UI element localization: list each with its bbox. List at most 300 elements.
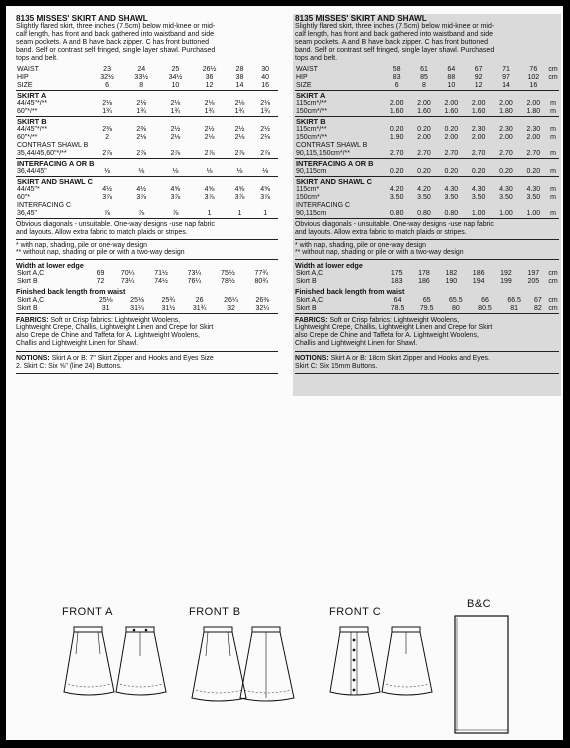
table-cell [252, 202, 278, 210]
table-cell: 73¼ [187, 270, 202, 278]
table-cell: 73¼ [120, 278, 135, 286]
imperial-yardage-chart [16, 14, 278, 374]
table-cell: 16 [520, 82, 547, 91]
notions-label: NOTIONS: [16, 354, 50, 362]
table-cell: 178 [418, 270, 430, 278]
table-cell: 2⅞ [252, 150, 278, 159]
section-heading-row [16, 91, 278, 101]
table-cell: 31¼ [121, 305, 152, 314]
table-row [16, 202, 278, 210]
table-row [16, 66, 278, 74]
table-cell: 83 [392, 74, 401, 81]
unit-cell: cm [548, 66, 558, 73]
table-cell: 72 [96, 278, 105, 286]
table-row [295, 297, 559, 305]
table-cell: 25 [171, 66, 180, 73]
section-heading-row [295, 177, 559, 187]
table-row [16, 82, 278, 91]
table-cell: 197 [527, 270, 540, 278]
table-cell [520, 202, 547, 210]
table-row [16, 186, 278, 194]
table-cell: 74½ [154, 278, 168, 286]
table-cell [438, 202, 465, 210]
section-heading: SKIRT A [17, 91, 47, 100]
table-cell: 88 [447, 74, 456, 81]
table-cell: 2⅛ [170, 134, 181, 141]
row-label: HIP [296, 74, 308, 81]
table-cell: 205 [527, 278, 540, 286]
row-label: Skirt B [295, 305, 383, 314]
width-table [16, 270, 278, 286]
table-cell [90, 142, 124, 150]
width-heading: Width at lower edge [295, 261, 363, 271]
table-cell: 4½ [102, 186, 112, 193]
table-row [16, 108, 278, 117]
table-cell: 67 [533, 296, 542, 304]
table-cell: 32 [215, 305, 246, 314]
row-label: 150cm*/** [296, 134, 328, 141]
table-cell: 2.70 [520, 150, 547, 159]
front-c-drawing [330, 627, 432, 695]
table-cell: 1 [227, 210, 253, 219]
table-cell: 3.50 [389, 194, 404, 201]
table-cell: 0.20 [444, 126, 459, 133]
table-cell: 80¾ [254, 278, 269, 286]
table-cell: 2.30 [526, 126, 541, 133]
table-cell [438, 142, 465, 150]
notions-text [295, 352, 559, 375]
table-cell: 12 [192, 82, 226, 91]
table-cell: 4.30 [471, 186, 486, 193]
table-cell [410, 202, 437, 210]
table-cell: 2½ [260, 126, 270, 133]
table-cell: 2⅜ [136, 126, 147, 133]
row-label: HIP [17, 74, 29, 81]
table-cell: 1.00 [520, 210, 547, 219]
bc-label: B&C [467, 598, 492, 610]
table-row [16, 150, 278, 159]
table-cell: 2⅛ [234, 100, 245, 107]
table-row [295, 74, 559, 82]
table-cell: 8 [124, 82, 158, 91]
table-cell [192, 142, 226, 150]
table-cell: 1¾ [252, 108, 278, 117]
table-cell: 0.80 [383, 210, 410, 219]
row-label: 60"*/** [17, 134, 38, 141]
table-cell: 1.00 [492, 210, 519, 219]
table-cell [90, 202, 124, 210]
fabrics-body: Soft or Crisp fabrics: Lightweight Woolens, Lightweight Crepe, Challis, Lightweight Linen and Crepe for Skirt also Crepe de Chine and Taffeta for A. Lightweight Woolens, Challis and Lightweight Linen for Shawl. [16, 316, 214, 347]
table-cell: 80.5 [470, 305, 499, 314]
table-cell: 4.20 [417, 186, 431, 193]
table-cell: 2⅞ [227, 150, 253, 159]
unit-cell: cm [548, 270, 558, 278]
table-cell: 1.60 [383, 108, 410, 117]
table-cell: 70¼ [120, 270, 135, 278]
table-cell: 2½ [234, 126, 245, 133]
table-cell: 31 [90, 305, 121, 314]
table-cell: 2⅞ [124, 150, 158, 159]
row-label: WAIST [296, 66, 318, 73]
row-label: WAIST [17, 66, 39, 73]
table-cell: 26½ [202, 66, 217, 73]
table-cell: 2.00 [471, 134, 486, 141]
table-cell: ⅛ [90, 168, 124, 177]
table-cell [124, 142, 158, 150]
section-heading: INTERFACING A OR B [296, 159, 374, 168]
table-cell: 1.80 [492, 108, 519, 117]
table-row [295, 168, 559, 177]
section-heading: INTERFACING A OR B [17, 159, 95, 168]
table-cell: 0.20 [389, 126, 404, 133]
garment-description: Slightly flared skirt, three inches (7.5cm) below mid-knee or mid- calf length, has front and back gathered into waistband and side seam pockets. A and B have back zipper. C has front buttoned band. Self or contrast self fringed, single layer shawl. Purchased tops and belt. [295, 23, 495, 62]
chart-title: 8135 MISSES' SKIRT AND SHAWL [295, 14, 427, 23]
table-cell: 23 [103, 66, 111, 73]
fabrics-label: FABRICS: [16, 316, 49, 324]
table-cell: 186 [418, 278, 430, 286]
table-cell [492, 142, 519, 150]
table-cell: 76¼ [187, 278, 202, 286]
row-label: Skirt B [17, 278, 38, 286]
table-cell: 3⅞ [260, 194, 270, 201]
front-b-label: FRONT B [189, 606, 241, 618]
unit-cell [547, 142, 559, 150]
table-cell: 26 [195, 296, 204, 304]
table-cell: 33½ [134, 74, 149, 81]
table-cell: 2.30 [499, 126, 513, 133]
table-cell: 67 [474, 66, 483, 73]
section-heading-row [295, 159, 559, 169]
row-label: 35,44/45,60"*/** [16, 150, 90, 159]
table-cell: 2⅛ [234, 134, 245, 141]
table-cell: 1.80 [520, 108, 547, 117]
table-cell: 71 [502, 66, 510, 73]
table-cell [492, 202, 519, 210]
table-cell: 4.20 [389, 186, 404, 193]
length-heading: Finished back length from waist [16, 287, 126, 297]
section-heading: SKIRT A [296, 91, 326, 100]
unit-cell: m [550, 134, 556, 141]
table-cell: 192 [500, 270, 512, 278]
table-cell: 4⅝ [170, 186, 181, 193]
unit-cell: m [550, 186, 556, 193]
table-cell: 0.20 [465, 168, 492, 177]
unit-cell: m [547, 168, 559, 177]
table-cell: 3.50 [417, 194, 431, 201]
row-label: 90,115cm [295, 168, 383, 177]
width-heading: Width at lower edge [16, 261, 84, 271]
table-cell: 66.5 [507, 296, 521, 304]
table-cell: 31½ [153, 305, 184, 314]
table-cell: 0.80 [410, 210, 437, 219]
table-cell [410, 142, 437, 150]
table-cell: 2.00 [471, 100, 486, 107]
table-cell: 25⅛ [98, 296, 113, 304]
front-c-label: FRONT C [329, 606, 382, 618]
table-cell: 40 [261, 74, 270, 81]
table-cell: 1.60 [410, 108, 437, 117]
table-cell: 92 [474, 74, 483, 81]
table-cell: 183 [390, 278, 403, 286]
table-cell: 65.5 [449, 296, 463, 304]
table-row [16, 270, 278, 278]
table-row [295, 100, 559, 108]
section-heading-row [295, 91, 559, 101]
table-cell: 3⅞ [102, 194, 112, 201]
table-cell: 3.50 [471, 194, 486, 201]
table-cell: 36 [205, 74, 214, 81]
table-cell [227, 202, 253, 210]
garment-description: Slightly flared skirt, three inches (7.5cm) below mid-knee or mid- calf length, has front and back gathered into waistband and side seam pockets. A and B have back zipper. C has front buttoned band. Self or contrast self fringed, single layer shawl. Purchased tops and belt. [16, 23, 216, 62]
row-label: 90,115,150cm*/** [295, 150, 383, 159]
table-cell: 2½ [170, 126, 181, 133]
table-cell: 0.20 [438, 168, 465, 177]
table-row [295, 82, 559, 91]
length-table [295, 297, 559, 314]
section-heading: SKIRT AND SHAWL C [17, 177, 93, 186]
front-a-drawing [64, 627, 166, 695]
table-cell: 2⅛ [136, 134, 147, 141]
table-cell: 2.00 [499, 100, 513, 107]
table-cell: 26¼ [224, 296, 238, 304]
table-cell: 0.20 [383, 168, 410, 177]
table-cell: 1.60 [438, 108, 465, 117]
table-cell: 199 [500, 278, 512, 286]
table-cell: 32½ [100, 74, 114, 81]
table-cell [227, 142, 253, 150]
table-cell: 6 [383, 82, 410, 91]
row-label: 36,45" [16, 210, 90, 219]
table-cell: 3.50 [499, 194, 513, 201]
table-cell: 102 [527, 74, 540, 81]
table-cell: ⅛ [158, 168, 192, 177]
table-row [16, 168, 278, 177]
unit-cell: m [550, 194, 556, 201]
fabrics-text [16, 314, 278, 352]
table-cell: 79.5 [412, 305, 441, 314]
table-cell: 34½ [168, 74, 183, 81]
table-cell [520, 142, 547, 150]
unit-cell: m [550, 100, 556, 107]
section-heading: SKIRT B [17, 117, 47, 126]
table-row [295, 66, 559, 74]
table-row [295, 142, 559, 150]
table-cell: 2⅛ [170, 100, 181, 107]
table-cell: 4⅝ [260, 186, 270, 193]
table-cell: 1¾ [192, 108, 226, 117]
table-cell: 1¾ [227, 108, 253, 117]
table-cell: 1 [252, 210, 278, 219]
row-label: Skirt B [296, 278, 317, 286]
table-cell: 2.30 [471, 126, 486, 133]
row-label: Skirt A,C [17, 296, 45, 304]
length-table [16, 297, 278, 314]
table-cell [124, 202, 158, 210]
row-label: 60"* [17, 194, 30, 201]
section-heading: SKIRT B [296, 117, 326, 126]
table-cell: 32¼ [247, 305, 278, 314]
table-cell: 3⅞ [170, 194, 181, 201]
table-cell: 69 [96, 270, 105, 278]
table-cell: 182 [445, 270, 458, 278]
table-cell: 2⅛ [204, 100, 215, 107]
table-cell: 65 [422, 296, 431, 304]
table-row [295, 126, 559, 134]
skirt-line-drawings [6, 594, 563, 740]
table-cell [252, 142, 278, 150]
table-cell: 4.30 [526, 186, 541, 193]
table-cell: 2.00 [526, 100, 541, 107]
table-cell: ⅛ [192, 168, 226, 177]
table-cell: 12 [465, 82, 492, 91]
table-cell: 4.30 [444, 186, 459, 193]
table-row [16, 278, 278, 286]
table-row [295, 194, 559, 202]
table-cell: 1.90 [389, 134, 404, 141]
table-cell: 3.50 [444, 194, 459, 201]
table-cell [158, 142, 192, 150]
table-cell: 64 [447, 66, 456, 73]
table-cell: 25⅛ [130, 296, 144, 304]
table-cell: 2.70 [492, 150, 519, 159]
table-cell: 81 [500, 305, 529, 314]
fabric-note: Obvious diagonals - unsuitable. One-way designs -use nap fabric and layouts. Allow extra fabric to match plaids or stripes. [295, 219, 559, 240]
row-label: 150cm*/** [295, 108, 383, 117]
yardage-table [295, 66, 559, 219]
row-label: 115cm* [296, 186, 320, 193]
metric-yardage-chart [293, 14, 561, 396]
table-cell: 2.00 [417, 134, 431, 141]
table-cell: 2.70 [438, 150, 465, 159]
row-label: Skirt A,C [296, 270, 324, 278]
unit-cell: m [547, 108, 559, 117]
table-cell: 82 [529, 305, 547, 314]
table-cell: 2.00 [417, 100, 431, 107]
row-label: 44/45"* [17, 186, 40, 193]
table-cell: 175 [390, 270, 403, 278]
table-cell: 2.00 [499, 134, 513, 141]
width-table [295, 270, 559, 286]
table-cell: 2⅛ [260, 100, 270, 107]
table-cell: 2.70 [465, 150, 492, 159]
notions-text [16, 352, 278, 375]
table-cell: ⅛ [252, 168, 278, 177]
table-cell: 1.00 [465, 210, 492, 219]
table-cell: 2.70 [410, 150, 437, 159]
fabrics-label: FABRICS: [295, 316, 328, 324]
row-label: INTERFACING C [17, 202, 72, 209]
table-cell: 4⅝ [204, 186, 215, 193]
table-cell: 10 [158, 82, 192, 91]
table-cell: 4.30 [499, 186, 513, 193]
table-cell: 2.00 [389, 100, 404, 107]
length-heading: Finished back length from waist [295, 287, 405, 297]
unit-cell: cm [548, 304, 558, 312]
row-label: INTERFACING C [296, 202, 351, 209]
row-label: SIZE [16, 82, 90, 91]
row-label: 36,44/45" [16, 168, 90, 177]
fabric-note: Obvious diagonals - unsuitable. One-way designs -use nap fabric and layouts. Allow extra fabric to match plaids or stripes. [16, 219, 278, 240]
unit-cell: cm [548, 74, 558, 81]
table-cell: 25¾ [161, 296, 176, 304]
table-cell: 2 [105, 134, 110, 141]
table-cell: 190 [445, 278, 458, 286]
table-cell: 3⅞ [204, 194, 215, 201]
table-cell: 2⅞ [192, 150, 226, 159]
fabrics-body: Soft or Crisp fabrics: Lightweight Woolens, Lightweight Crepe, Challis, Lightweight Linen and Crepe for Skirt also Crepe de Chine and Taffeta for A. Lightweight Woolens, Challis and Lightweight Linen for Shawl. [295, 316, 493, 347]
section-heading-row [295, 117, 559, 127]
nap-note: * with nap, shading, pile or one-way design ** without nap, shading or pile or with a two-way design [16, 240, 278, 261]
unit-cell [547, 202, 559, 210]
table-cell: 2.00 [526, 134, 541, 141]
table-row [16, 210, 278, 219]
chart-title: 8135 MISSES' SKIRT AND SHAWL [16, 14, 148, 23]
table-cell: 97 [502, 74, 510, 81]
table-cell: 30 [261, 66, 270, 73]
table-cell: 2⅛ [204, 134, 215, 141]
table-cell: 14 [492, 82, 519, 91]
table-cell: 3.50 [526, 194, 541, 201]
section-heading-row [16, 177, 278, 187]
row-label: Skirt A,C [17, 270, 45, 278]
table-cell [465, 142, 492, 150]
row-label: CONTRAST SHAWL B [296, 142, 368, 149]
table-row [295, 278, 559, 286]
table-cell [465, 202, 492, 210]
table-cell [383, 142, 410, 150]
section-heading-row [16, 159, 278, 169]
unit-cell: cm [548, 296, 558, 304]
table-cell: 2⅛ [136, 100, 147, 107]
table-cell: 58 [392, 66, 401, 73]
table-cell: 28 [235, 66, 244, 73]
table-row [295, 186, 559, 194]
row-label: Skirt A,C [296, 296, 324, 304]
table-row [295, 210, 559, 219]
table-cell: 4½ [136, 186, 147, 193]
row-label: 60"*/** [16, 108, 90, 117]
table-cell: 24 [137, 66, 146, 73]
table-row [16, 142, 278, 150]
table-row [295, 305, 559, 314]
table-cell: 2⅜ [102, 126, 112, 133]
table-row [295, 108, 559, 117]
table-cell: 1¾ [90, 108, 124, 117]
table-row [295, 270, 559, 278]
table-cell [158, 202, 192, 210]
table-cell: 2⅛ [260, 134, 270, 141]
technical-drawings [6, 594, 563, 740]
row-label: 150cm* [296, 194, 320, 201]
front-a-label: FRONT A [62, 606, 113, 618]
table-cell: 61 [420, 66, 428, 73]
table-cell: 26⅜ [255, 296, 270, 304]
table-cell [192, 202, 226, 210]
table-row [295, 202, 559, 210]
table-cell: 2.70 [383, 150, 410, 159]
table-cell: 16 [252, 82, 278, 91]
row-label: 115cm*/** [296, 126, 327, 133]
table-cell: 2⅞ [90, 150, 124, 159]
table-cell: 31¾ [184, 305, 215, 314]
table-cell: 80 [441, 305, 470, 314]
table-cell: 0.20 [492, 168, 519, 177]
table-cell: 186 [472, 270, 485, 278]
table-cell: 194 [472, 278, 485, 286]
row-label: SIZE [295, 82, 383, 91]
table-cell: 85 [420, 74, 428, 81]
yardage-table [16, 66, 278, 219]
